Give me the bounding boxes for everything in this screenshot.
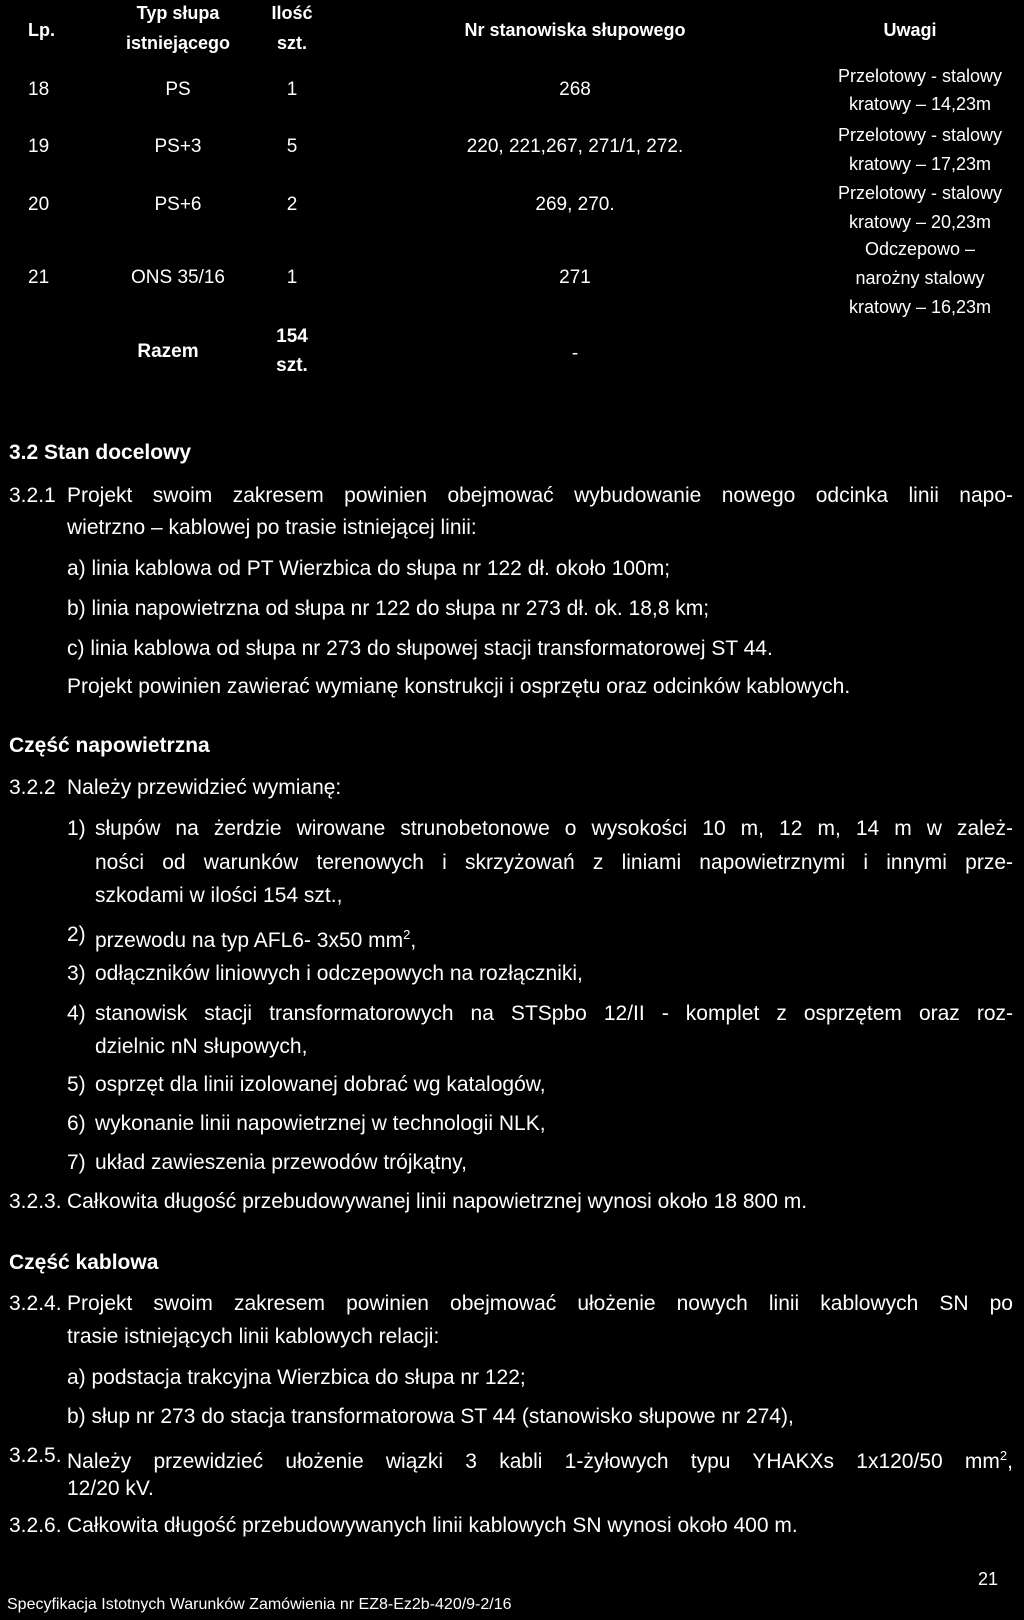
list-number: 4) [67, 1002, 86, 1025]
header-ilosc-line1: Ilość [271, 3, 313, 23]
total-ilosc-line1: 154 [276, 326, 308, 347]
cell-uwagi-line: narożny stalowy [855, 268, 985, 288]
cell-typ: PS+6 [154, 194, 202, 215]
list-number: 3) [67, 962, 86, 985]
cell-uwagi-line: Przelotowy - stalowy [837, 125, 1003, 145]
footer-spec: Specyfikacja Istotnych Warunków Zamówienia nr EZ8-Ez2b-420/9-2/16 [7, 1596, 512, 1613]
list-item: osprzęt dla linii izolowanej dobrać wg katalogów, [95, 1073, 546, 1096]
list-item: a) linia kablowa od PT Wierzbica do słupa nr 122 dł. około 100m; [67, 557, 671, 580]
list-number: 6) [67, 1112, 86, 1135]
cell-lp: 20 [28, 194, 50, 215]
list-item: szkodami w ilości 154 szt., [95, 884, 343, 907]
header-lp: Lp. [28, 20, 55, 40]
header-typ-line1: Typ słupa [136, 3, 220, 23]
section-heading: Część napowietrzna [9, 734, 210, 757]
cell-typ: PS+3 [154, 136, 202, 157]
list-number: 2) [67, 923, 86, 946]
section-heading: Część kablowa [9, 1251, 159, 1274]
header-nr: Nr stanowiska słupowego [464, 20, 686, 40]
paragraph-number: 3.2.5. [9, 1444, 62, 1467]
paragraph-text: 12/20 kV. [67, 1477, 154, 1500]
paragraph-text: Całkowita długość przebudowywanych linii kablowych SN wynosi około 400 m. [67, 1514, 798, 1537]
total-label: Razem [137, 341, 199, 362]
cell-uwagi-line: kratowy – 16,23m [848, 297, 992, 317]
cell-ilosc: 1 [286, 79, 298, 100]
cell-typ: ONS 35/16 [131, 267, 225, 288]
list-item: przewodu na typ AFL6- 3x50 $mm^2$, [95, 927, 417, 952]
paragraph-text: wietrzno – kablowej po trasie istniejącej linii: [67, 516, 477, 539]
cell-uwagi-line: Przelotowy - stalowy [837, 66, 1003, 86]
list-item: stanowisk stacji transformatorowych na STSpbo 12/II - komplet z osprzętem oraz roz- [95, 1002, 1013, 1025]
list-number: 1) [67, 817, 86, 840]
list-item: b) słup nr 273 do stacja transformatorowa ST 44 (stanowisko słupowe nr 274), [67, 1405, 794, 1428]
paragraph-number: 3.2.2 [9, 776, 56, 799]
total-nr: - [571, 343, 579, 364]
header-uwagi: Uwagi [883, 20, 937, 40]
paragraph-text: Projekt swoim zakresem powinien obejmować wybudowanie nowego odcinka linii napo- [67, 484, 1013, 507]
cell-uwagi-line: Przelotowy - stalowy [837, 183, 1003, 203]
header-ilosc-line2: szt. [276, 33, 307, 53]
list-number: 5) [67, 1073, 86, 1096]
paragraph-number: 3.2.6. [9, 1514, 62, 1537]
list-item: odłączników liniowych i odczepowych na rozłączniki, [95, 962, 583, 985]
page-number: 21 [978, 1569, 999, 1589]
cell-typ: PS [165, 79, 191, 100]
cell-nr: 271 [559, 267, 591, 288]
list-item: c) linia kablowa od słupa nr 273 do słupowej stacji transformatorowej ST 44. [67, 637, 773, 660]
list-number: 7) [67, 1151, 86, 1174]
cell-ilosc: 1 [286, 267, 298, 288]
list-item: b) linia napowietrzna od słupa nr 122 do słupa nr 273 dł. ok. 18,8 km; [67, 597, 710, 620]
cell-lp: 18 [28, 79, 50, 100]
paragraph-text: trasie istniejących linii kablowych relacji: [67, 1325, 440, 1348]
list-item: wykonanie linii napowietrznej w technologii NLK, [95, 1112, 546, 1135]
cell-uwagi-line: kratowy – 17,23m [848, 154, 992, 174]
list-item: a) podstacja trakcyjna Wierzbica do słupa nr 122; [67, 1366, 526, 1389]
paragraph-text: Należy przewidzieć wymianę: [67, 776, 342, 799]
list-item: układ zawieszenia przewodów trójkątny, [95, 1151, 467, 1174]
cell-uwagi-line: Odczepowo – [864, 239, 976, 259]
cell-ilosc: 5 [286, 136, 298, 157]
list-item: dzielnic nN słupowych, [95, 1035, 308, 1058]
paragraph-text: Projekt swoim zakresem powinien obejmować ułożenie nowych linii kablowych SN po [67, 1292, 1013, 1315]
paragraph-text: Należy przewidzieć ułożenie wiązki 3 kabli 1-żyłowych typu YHAKXs 1x120/50 $mm^2$, [67, 1448, 1013, 1473]
paragraph-text: Projekt powinien zawierać wymianę konstrukcji i osprzętu oraz odcinków kablowych. [67, 675, 851, 698]
header-typ-line2: istniejącego [125, 33, 231, 53]
paragraph-number: 3.2.4. [9, 1292, 62, 1315]
paragraph-number: 3.2.1 [9, 484, 56, 507]
section-heading: 3.2 Stan docelowy [9, 441, 192, 464]
paragraph-number: 3.2.3. [9, 1190, 62, 1213]
cell-lp: 21 [28, 267, 50, 288]
cell-nr: 269, 270. [535, 194, 615, 215]
cell-lp: 19 [28, 136, 50, 157]
cell-uwagi-line: kratowy – 14,23m [848, 94, 992, 114]
total-ilosc-line2: szt. [276, 355, 308, 376]
cell-nr: 268 [559, 79, 591, 100]
cell-uwagi-line: kratowy – 20,23m [848, 212, 992, 232]
list-item: ności od warunków terenowych i skrzyżowań z liniami napowietrznymi i innymi prze- [95, 851, 1013, 874]
paragraph-text: Całkowita długość przebudowywanej linii napowietrznej wynosi około 18 800 m. [67, 1190, 808, 1213]
cell-ilosc: 2 [286, 194, 298, 215]
cell-nr: 220, 221,267, 271/1, 272. [466, 136, 684, 157]
list-item: słupów na żerdzie wirowane strunobetonowe o wysokości 10 m, 12 m, 14 m w zależ- [95, 817, 1013, 840]
